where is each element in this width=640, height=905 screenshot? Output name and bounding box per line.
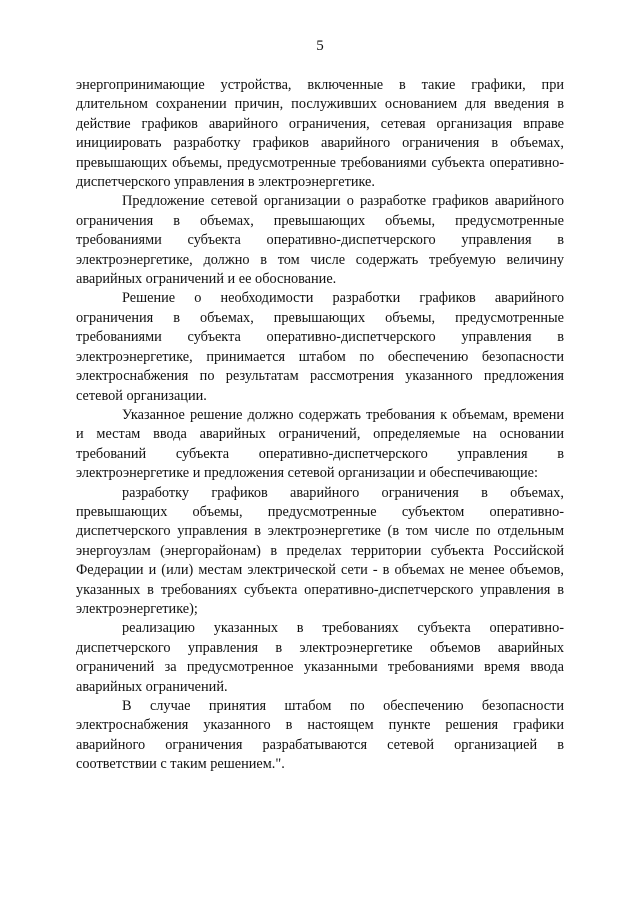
paragraph-6: реализацию указанных в требованиях субъекта оперативно-диспетчерского управления в электроэнергетике объемов аварийных ограничений за предусмотренное указанными требованиями время ввода аварийных ограничений. xyxy=(76,620,564,695)
page-number: 5 xyxy=(316,38,324,54)
paragraph-5: разработку графиков аварийного ограничения в объемах, превышающих объемы, предусмотренные субъектом оперативно-диспетчерского управления в электроэнергетике (в том числе по отдельным энергоузлам (энергорайонам) в пределах территории субъекта Российской Федерации и (или) местам электрической сети - в объемах не менее объемов, указанных в требованиях субъекта оперативно-диспетчерского управления в электроэнергетике); xyxy=(76,484,564,617)
paragraph-1: энергопринимающие устройства, включенные в такие графики, при длительном сохранении причин, послуживших основанием для введения в действие графиков аварийного ограничения, сетевая организация вправе инициировать разработку графиков аварийного ограничения в объемах, превышающих объемы, предусмотренные требованиями субъекта оперативно-диспетчерского управления в электроэнергетике. xyxy=(76,77,564,191)
paragraph-3: Решение о необходимости разработки графиков аварийного ограничения в объемах, превышающих объемы, предусмотренные требованиями субъекта оперативно-диспетчерского управления в электроэнергетике, принимается штабом по обеспечению безопасности электроснабжения по результатам рассмотрения указанного предложения сетевой организации. xyxy=(76,290,564,404)
paragraph-2: Предложение сетевой организации о разработке графиков аварийного ограничения в объемах, превышающих объемы, предусмотренные требованиями субъекта оперативно-диспетчерского управления в электроэнергетике, должно в том числе содержать требуемую величину аварийных ограничений и ее обоснование. xyxy=(76,193,564,288)
paragraph-7: В случае принятия штабом по обеспечению безопасности электроснабжения указанного в настоящем пункте решения графики аварийного ограничения разрабатываются сетевой организацией в соответствии с таким решением.". xyxy=(76,698,564,773)
paragraph-4: Указанное решение должно содержать требования к объемам, времени и местам ввода аварийных ограничений, определяемые на основании требований субъекта оперативно-диспетчерского управления в электроэнергетике и предложения сетевой организации и обеспечивающие: xyxy=(76,406,564,482)
document-body xyxy=(76,76,564,775)
